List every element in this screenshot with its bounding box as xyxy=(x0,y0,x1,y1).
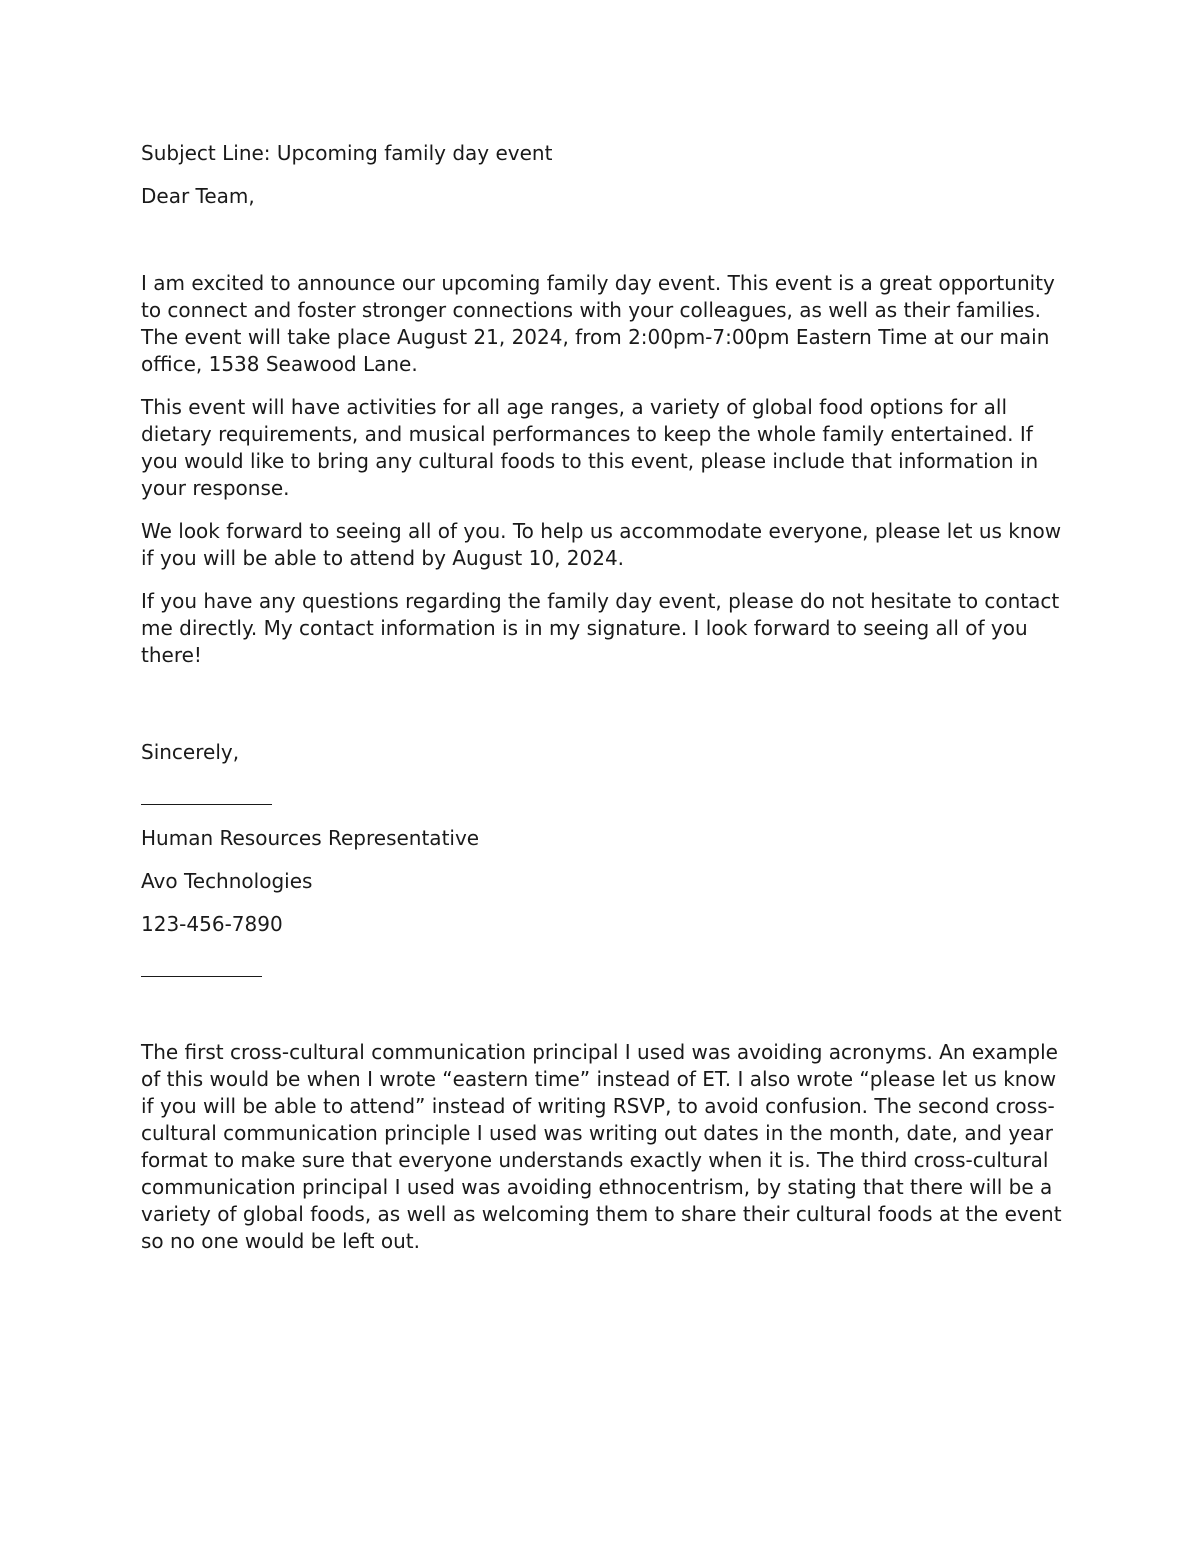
subject-line: Subject Line: Upcoming family day event xyxy=(141,141,553,165)
section-divider xyxy=(141,976,262,977)
greeting: Dear Team, xyxy=(141,184,255,208)
closing: Sincerely, xyxy=(141,740,240,764)
signature-company: Avo Technologies xyxy=(141,869,313,893)
document-page xyxy=(141,140,1066,1255)
body-paragraph-3: We look forward to seeing all of you. To help us accommodate everyone, please let us know if you will be able to attend by August 10, 2024. xyxy=(141,519,1062,570)
signature-phone: 123-456-7890 xyxy=(141,912,283,936)
signature-line xyxy=(141,804,272,805)
signature-title: Human Resources Representative xyxy=(141,826,480,850)
body-paragraph-2: This event will have activities for all age ranges, a variety of global food options for all dietary requirements, and musical performances to keep the whole family entertained. If you would like to bring any cultural foods to this event, please include that information in your response. xyxy=(141,395,1039,500)
reflection-paragraph: The first cross-cultural communication principal I used was avoiding acronyms. An example of this would be when I wrote “eastern time” instead of ET. I also wrote “please let us know if you will be able to attend” instead of writing RSVP, to avoid confusion. The second cross-cultural communication principle I used was writing out dates in the month, date, and year format to make sure that everyone understands exactly when it is. The third cross-cultural communication principal I used was avoiding ethnocentrism, by stating that there will be a variety of global foods, as well as welcoming them to share their cultural foods at the event so no one would be left out. xyxy=(141,1040,1062,1253)
body-paragraph-1: I am excited to announce our upcoming family day event. This event is a great opportunity to connect and foster stronger connections with your colleagues, as well as their families. The event will take place August 21, 2024, from 2:00pm-7:00pm Eastern Time at our main office, 1538 Seawood Lane. xyxy=(141,271,1055,376)
body-paragraph-4: If you have any questions regarding the family day event, please do not hesitate to contact me directly. My contact information is in my signature. I look forward to seeing all of you there! xyxy=(141,589,1060,667)
